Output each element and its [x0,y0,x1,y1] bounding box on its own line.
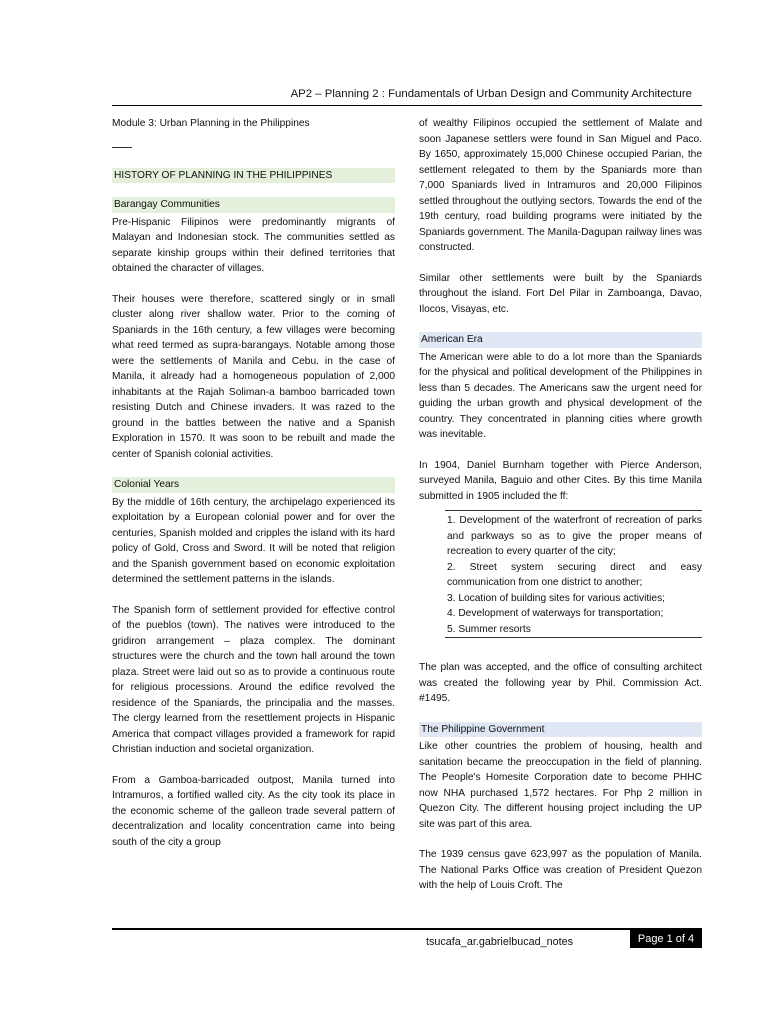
burnham-plan-list [445,510,702,638]
module-title: Module 3: Urban Planning in the Philippines [112,118,310,129]
list-item: 3. Location of building sites for various activities; [447,592,666,604]
list-item: 4. Development of waterways for transportation; [447,608,664,619]
paragraph: of wealthy Filipinos occupied the settlement of Malate and soon Japanese settlers were found in San Miguel and Paco. By 1650, approximately 15,000 Chinese occupied Parian, the settlement relegated to them by the Spaniards more than 7,000 Spaniards lived in Intramuros and 20,000 Filipinos settled throughout the outlying sectors. Towards the end of the 19th century, road building programs were initiated by the Spaniards government. The Manila-Dagupan railway lines was constructed. [419,118,702,253]
paragraph: The plan was accepted, and the office of consulting architect was created the following year by Phil. Commission Act. #1495. [419,662,702,704]
colonial-heading: Colonial Years [112,477,395,493]
american-heading: American Era [419,332,702,348]
right-column [419,116,702,909]
list-item: 5. Summer resorts [447,623,531,635]
paragraph: Like other countries the problem of housing, health and sanitation became the preoccupation in the field of planning. The People's Homesite Corporation date to become PHHC now NHA purchased 1,572 hectares. For Php 2 million in Quezon City. The different housing project including the UP site was part of this area. [419,741,702,830]
footer-note: tsucafa_ar.gabrielbucad_notes [426,936,574,948]
history-heading: HISTORY OF PLANNING IN THE PHILIPPINES [112,168,395,184]
list-item: 2. Street system securing direct and easy communication from one district to another; [447,561,702,588]
footer-rule [112,928,702,930]
left-column [112,116,395,865]
paragraph: By the middle of 16th century, the archipelago experienced its exploitation by a European colonial power and for over the centuries, Spanish molded and cripples the island with its hard policy of Gold, Cross and Sword. It will be noted that religion and the Spanish government based on economic exploitation determined the settlement patterns in the islands. [112,496,395,585]
module-underline [112,147,132,148]
paragraph: From a Gamboa-barricaded outpost, Manila turned into Intramuros, a fortified walled city. As the city took its place in the economic scheme of the galleon trade several pattern of decentralization and locality concentration came into being south of the city a group [112,774,395,848]
paragraph: The 1939 census gave 623,997 as the population of Manila. The National Parks Office was creation of President Quezon with the help of Louis Croft. The [419,849,702,891]
paragraph: Pre-Hispanic Filipinos were predominantly migrants of Malayan and Indonesian stock. The communities settled as separate kinship groups within their defined territories that obtained the character of villages. [112,216,395,274]
list-item: 1. Development of the waterfront of recreation of parks and parkways so as to give the proper means of recreation to every quarter of the city; [447,515,702,557]
page-number-badge: Page 1 of 4 [630,930,702,948]
header-title: AP2 – Planning 2 : Fundamentals of Urban Design and Community Architecture [290,88,692,100]
barangay-heading: Barangay Communities [112,197,395,213]
paragraph: Similar other settlements were built by the Spaniards throughout the island. Fort Del Pilar in Zamboanga, Davao, Ilocos, Visayas, etc. [419,272,702,315]
paragraph: The American were able to do a lot more than the Spaniards for the physical and political development of the Philippines in less than 5 decades. The Americans saw the urgent need for guiding the urban growth and physical development of the country. They concentrated in planning cities where growth was inevitable. [419,351,702,440]
paragraph: In 1904, Daniel Burnham together with Pierce Anderson, surveyed Manila, Baguio and other Cites. By this time Manila submitted in 1905 included the ff: [419,459,702,502]
paragraph: The Spanish form of settlement provided for effective control of the pueblos (town). The natives were introduced to the gridiron arrangement – plaza complex. The dominant structures were the church and the town hall around the town plaza. Street were laid out so as to provide a continuous route for religious processions. Around the edifice revolved the residence of the Spaniards, the principalia and the masses. The clergy learned from the resettlement projects in Hispanic America that compact villages provided a framework for rapid Christian induction and societal organization. [112,604,395,755]
header-rule [112,105,702,106]
page-header [112,86,702,106]
government-heading: The Philippine Government [419,722,702,738]
paragraph: Their houses were therefore, scattered singly or in small cluster along river shallow water. Prior to the coming of Spaniards in the 16th century, a few villages were becoming what reed termed as supra-barangays. Notable among those were the settlements of Manila and Cebu. in the case of Manila, it already had a homogeneous population of 2,000 inhabitants at the Rajah Soliman-a bamboo barricaded town resisting Dutch and Chinese invaders. It was razed to the ground in the battles between the native and a Spanish Exploration in 1570. It was soon to be rebuilt and made the center of Spanish colonial activities. [112,293,395,460]
